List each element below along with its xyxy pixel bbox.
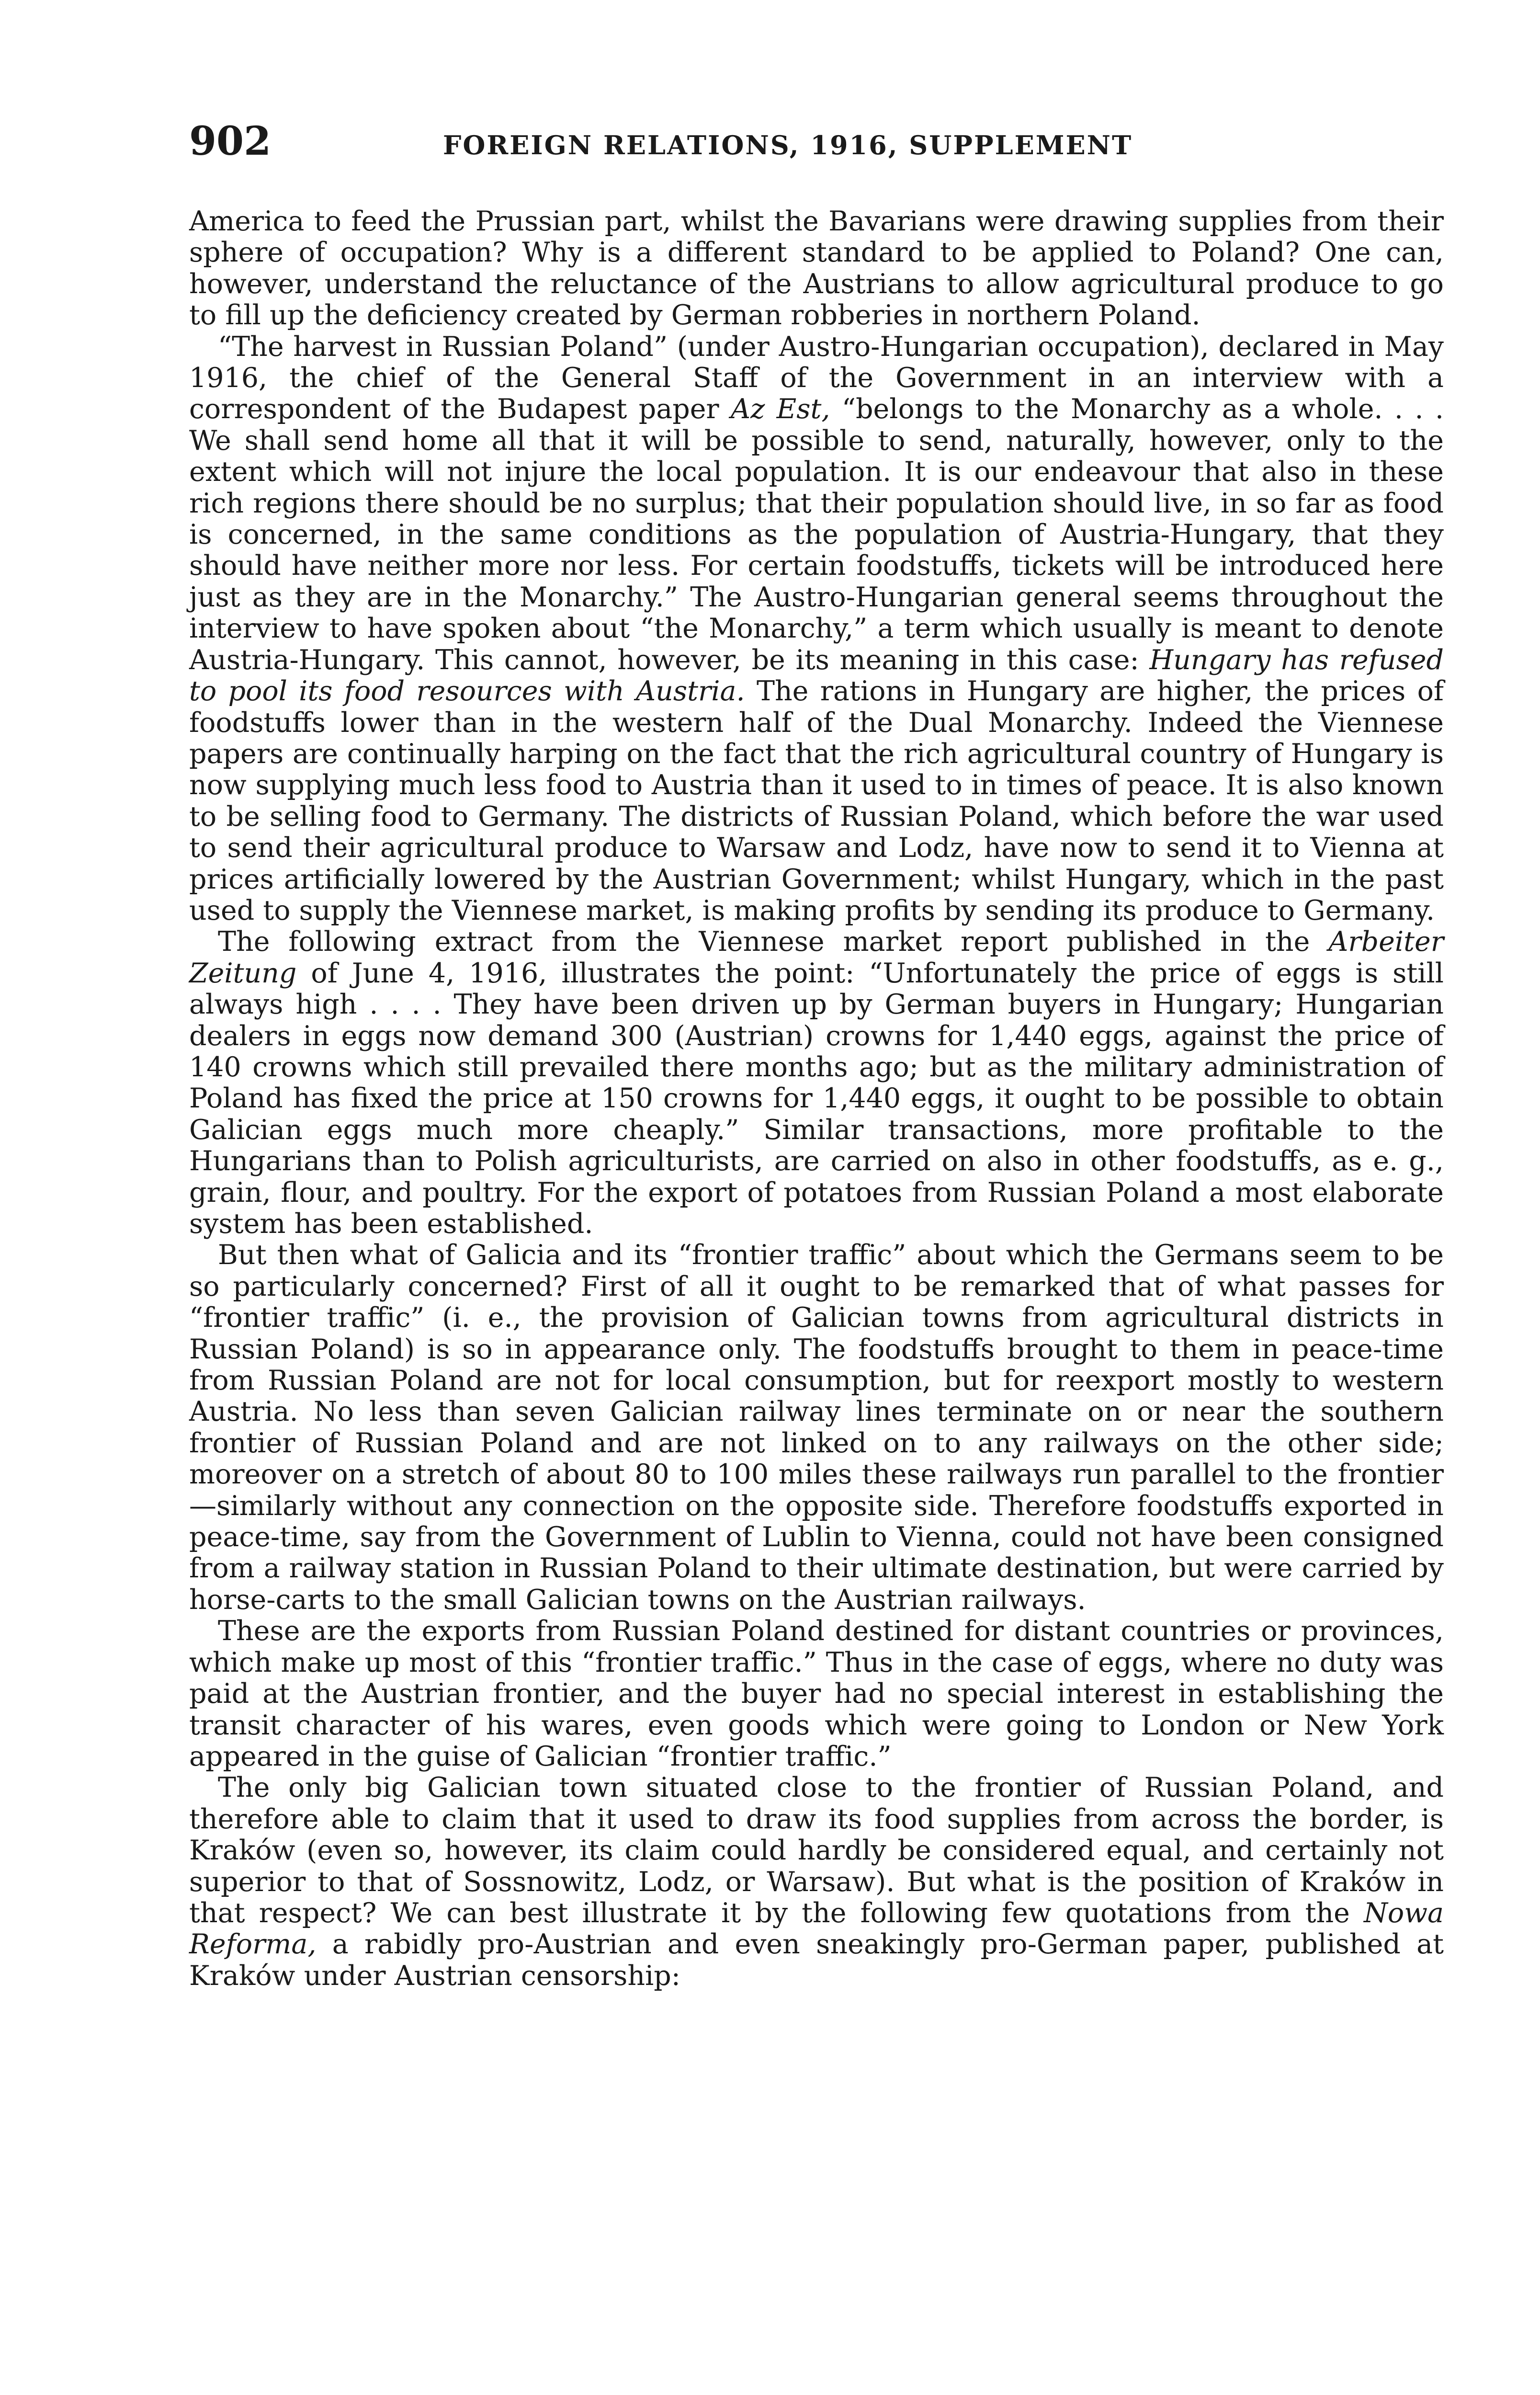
paragraph-3-text-b: of June 4, 1916, illustrates the point: “Unfortunately the price of eggs is still always high . . . . They have been driven up by German buyers in Hungary; Hungarian dealers in eggs now demand 300 (Austrian) crowns for 1,440 eggs, against the price of 140 crowns which still prevailed there months ago; but as the military administration of Poland has fixed the price at 150 crowns for 1,440 eggs, it ought to be possible to obtain Galician eggs much more cheaply.” Similar transactions, more profitable to the Hungarians than to Polish agriculturists, are carried on also in other foodstuffs, as e. g., grain, flour, and poultry. For the export of potatoes from Russian Poland a most elaborate system has been established. (189, 957, 1444, 1240)
paragraph-3-text-a: The following extract from the Viennese market report published in the (218, 926, 1329, 958)
body-text (189, 206, 1444, 1992)
paragraph-6-text-b: a rabidly pro-Austrian and even sneakingly pro-German paper, published at Kraków under Austrian censorship: (189, 1928, 1444, 1992)
paragraph-2-text-b: “belongs to the Monarchy as a whole. . . . We shall send home all that it will be possible to send, naturally, however, only to the extent which will not injure the local population. It is our endeavour that also in these rich regions there should be no surplus; that their population should live, in so far as food is concerned, in the same conditions as the population of Austria-Hungary, that they should have neither more nor less. For certain foodstuffs, tickets will be introduced here just as they are in the Monarchy.” The Austro-Hungarian general seems throughout the interview to have spoken about “the Monarchy,” a term which usually is meant to denote Austria-Hungary. This cannot, however, be its meaning in this case: (189, 393, 1444, 676)
paragraph-2-italic-hungary: Hungary has refused to pool its food resources with Austria. (189, 644, 1444, 707)
paragraph-4 (189, 1240, 1444, 1616)
paragraph-4-text: But then what of Galicia and its “frontier traffic” about which the Germans seem to be so particularly concerned? First of all it ought to be remarked that of what passes for “frontier traffic” (i. e., the provision of Galician towns from agricultural districts in Russian Poland) is so in appearance only. The foodstuffs brought to them in peace-time from Russian Poland are not for local consumption, but for reexport mostly to western Austria. No less than seven Galician railway lines terminate on or near the southern frontier of Russian Poland and are not linked on to any railways on the other side; moreover on a stretch of about 80 to 100 miles these railways run parallel to the frontier—similarly without any connection on the opposite side. Therefore foodstuffs exported in peace-time, say from the Government of Lublin to Vienna, could not have been consigned from a railway station in Russian Poland to their ultimate destination, but were carried by horse-carts to the small Galician towns on the Austrian railways. (189, 1239, 1444, 1616)
paragraph-6-italic-nowa-reforma: Nowa Reforma, (189, 1897, 1444, 1961)
paragraph-5-text: These are the exports from Russian Poland destined for distant countries or provinces, which make up most of this “frontier traffic.” Thus in the case of eggs, where no duty was paid at the Austrian frontier, and the buyer had no special interest in establishing the transit character of his wares, even goods which were going to London or New York appeared in the guise of Galician “frontier traffic.” (189, 1615, 1444, 1772)
paragraph-2-text-c: The rations in Hungary are higher, the prices of foodstuffs lower than in the western half of the Dual Monarchy. Indeed the Viennese papers are continually harping on the fact that the rich agricultural country of Hungary is now supplying much less food to Austria than it used to in times of peace. It is also known to be selling food to Germany. The districts of Russian Poland, which before the war used to send their agricultural produce to Warsaw and Lodz, have now to send it to Vienna at prices artificially lowered by the Austrian Government; whilst Hungary, which in the past used to supply the Viennese market, is making profits by sending its produce to Germany. (189, 675, 1444, 926)
paragraph-6-text-a: The only big Galician town situated close to the frontier of Russian Poland, and therefore able to claim that it used to draw its food supplies from across the border, is Kraków (even so, however, its claim could hardly be considered equal, and certainly not superior to that of Sossnowitz, Lodz, or Warsaw). But what is the position of Kraków in that respect? We can best illustrate it by the following few quotations from the (189, 1772, 1444, 1929)
paragraph-3-italic-arbeiter-zeitung: Arbeiter Zeitung (189, 926, 1444, 989)
paragraph-2-italic-az-est: Az Est, (731, 393, 830, 425)
paragraph-5 (189, 1616, 1444, 1772)
paragraph-1-text: America to feed the Prussian part, whilst the Bavarians were drawing supplies from their sphere of occupation? Why is a different standard to be applied to Poland? One can, however, understand the reluctance of the Austrians to allow agricultural produce to go to fill up the deficiency created by German robberies in northern Poland. (189, 205, 1444, 331)
page-header (189, 117, 1209, 170)
page-number: 902 (189, 118, 272, 164)
paragraph-6 (189, 1772, 1444, 1992)
paragraph-3 (189, 926, 1444, 1240)
paragraph-2-text-a: “The harvest in Russian Poland” (under Austro-Hungarian occupation), declared in May 1916, the chief of the General Staff of the Government in an interview with a correspondent of the Budapest paper (189, 331, 1444, 425)
paragraph-2 (189, 331, 1444, 927)
running-head: FOREIGN RELATIONS, 1916, SUPPLEMENT (443, 130, 1133, 160)
paragraph-1 (189, 206, 1444, 331)
